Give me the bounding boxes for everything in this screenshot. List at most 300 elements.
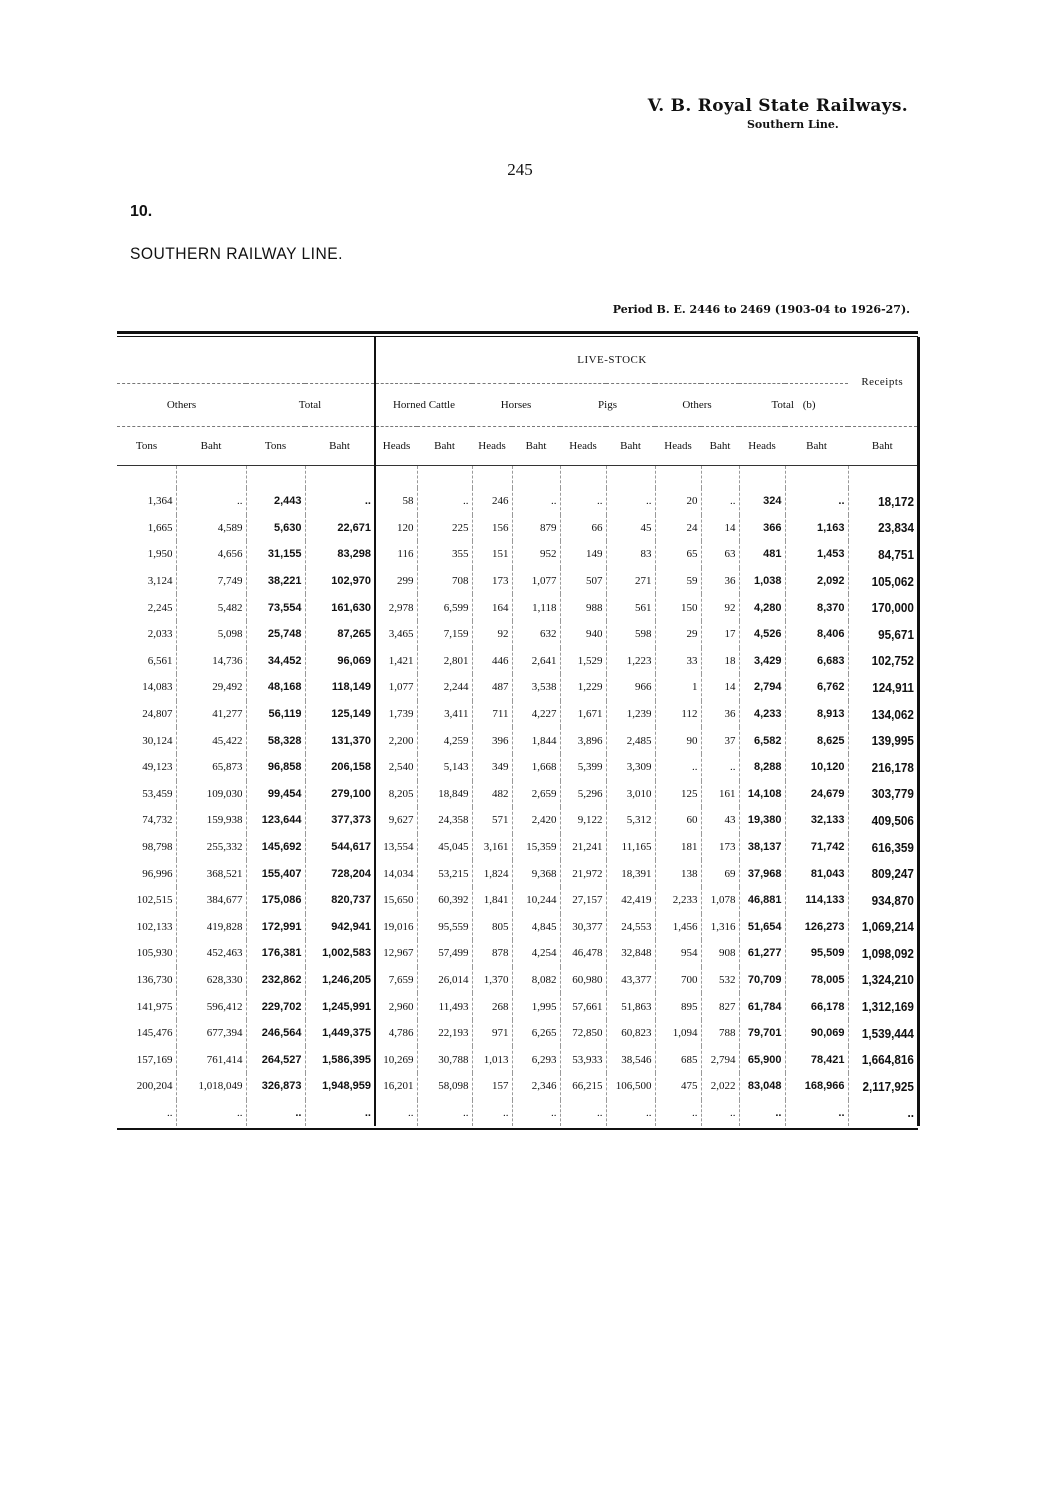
table-cell: 151 (472, 541, 512, 568)
table-cell: 9,122 (560, 807, 606, 834)
table-cell: 53,459 (117, 781, 176, 808)
table-cell: 57,661 (560, 993, 606, 1020)
table-cell: 61,277 (739, 940, 785, 967)
table-cell: 37,968 (739, 860, 785, 887)
table-cell: .. (655, 1100, 701, 1127)
table-cell: 4,786 (375, 1020, 417, 1047)
table-cell: .. (739, 1100, 785, 1127)
table-cell: 419,828 (176, 914, 246, 941)
table-cell: 954 (655, 940, 701, 967)
table-cell: 71,742 (785, 834, 848, 861)
table-cell: 24,553 (606, 914, 655, 941)
table-cell: 3,124 (117, 568, 176, 595)
table-cell: 145,476 (117, 1020, 176, 1047)
table-cell: 4,280 (739, 594, 785, 621)
table-cell: 1,312,169 (855, 993, 918, 1020)
table-cell: 1,456 (655, 914, 701, 941)
table-cell: 105,062 (855, 568, 918, 595)
section-number: 10. (130, 203, 153, 220)
table-cell: 677,394 (176, 1020, 246, 1047)
table-cell: .. (117, 1100, 176, 1127)
table-cell: 72,850 (560, 1020, 606, 1047)
table-cell: 9,627 (375, 807, 417, 834)
statistics-table (117, 337, 920, 1126)
table-cell: 8,082 (512, 967, 560, 994)
page-number: 245 (507, 160, 533, 179)
table-cell: 952 (512, 541, 560, 568)
table-cell: 7,159 (417, 621, 472, 648)
unit-header: Heads (472, 427, 512, 466)
table-cell: 2,801 (417, 648, 472, 675)
table-cell: 181 (655, 834, 701, 861)
table-cell: 51,654 (739, 914, 785, 941)
table-cell: 69 (701, 860, 739, 887)
table-cell: 66 (560, 515, 606, 542)
table-cell: 65,873 (176, 754, 246, 781)
table-cell: .. (375, 1100, 417, 1127)
table-cell: 475 (655, 1073, 701, 1100)
table-cell: 87,265 (305, 621, 375, 648)
table-cell: 1,316 (701, 914, 739, 941)
table-row (117, 940, 918, 967)
unit-header: Baht (785, 427, 848, 466)
table-cell: .. (305, 488, 375, 515)
table-cell: 805 (472, 914, 512, 941)
table-cell: 48,168 (246, 674, 305, 701)
table-row (117, 807, 918, 834)
receipts-header: Receipts (848, 337, 918, 427)
table-row (117, 488, 918, 515)
table-cell: 53,933 (560, 1046, 606, 1073)
table-cell: 628,330 (176, 967, 246, 994)
unit-header: Baht (512, 427, 560, 466)
table-cell: 1,239 (606, 701, 655, 728)
table-cell: 60,980 (560, 967, 606, 994)
table-cell: .. (785, 488, 848, 515)
table-cell: 37 (701, 727, 739, 754)
table-cell: 92 (701, 594, 739, 621)
spacer-cell (246, 466, 305, 489)
table-cell: 38,221 (246, 568, 305, 595)
table-cell: 1 (655, 674, 701, 701)
table-cell: 59 (655, 568, 701, 595)
table-cell: 409,506 (855, 807, 918, 834)
table-cell: 65,900 (739, 1046, 785, 1073)
table-cell: 1,665 (117, 515, 176, 542)
table-cell: 164 (472, 594, 512, 621)
table-cell: 2,960 (375, 993, 417, 1020)
table-row (117, 781, 918, 808)
table-cell: 95,559 (417, 914, 472, 941)
table-row (117, 541, 918, 568)
table-top-rule (117, 331, 918, 334)
table-row (117, 754, 918, 781)
table-cell: 1,118 (512, 594, 560, 621)
table-cell: 18,391 (606, 860, 655, 887)
table-cell: 99,454 (246, 781, 305, 808)
table-cell: 176,381 (246, 940, 305, 967)
table-cell: .. (701, 1100, 739, 1127)
unit-header: Tons (117, 427, 176, 466)
unit-header: Heads (739, 427, 785, 466)
table-cell: 396 (472, 727, 512, 754)
table-cell: .. (305, 1100, 375, 1127)
table-cell: 17 (701, 621, 739, 648)
table-cell: 2,233 (655, 887, 701, 914)
table-cell: 175,086 (246, 887, 305, 914)
livestock-group-header: LIVE-STOCK (375, 337, 848, 384)
table-cell: 70,709 (739, 967, 785, 994)
table-cell: 2,245 (117, 594, 176, 621)
table-cell: 2,092 (785, 568, 848, 595)
table-cell: 120 (375, 515, 417, 542)
table-cell: 58,328 (246, 727, 305, 754)
table-cell: 2,540 (375, 754, 417, 781)
table-cell: 788 (701, 1020, 739, 1047)
table-row (117, 568, 918, 595)
table-cell: 15,650 (375, 887, 417, 914)
table-cell: 4,526 (739, 621, 785, 648)
running-header-subtitle: Southern Line. (746, 118, 839, 131)
total-group-header: Total (246, 384, 375, 427)
table-cell: 31,155 (246, 541, 305, 568)
table-cell: .. (655, 754, 701, 781)
table-cell: .. (176, 1100, 246, 1127)
table-cell: 74,732 (117, 807, 176, 834)
table-cell: 1,671 (560, 701, 606, 728)
table-cell: 136,730 (117, 967, 176, 994)
table-cell: 5,312 (606, 807, 655, 834)
table-cell: 141,975 (117, 993, 176, 1020)
table-cell: 96,996 (117, 860, 176, 887)
table-cell: 10,244 (512, 887, 560, 914)
table-cell: 2,443 (246, 488, 305, 515)
table-cell: 532 (701, 967, 739, 994)
table-cell: 81,043 (785, 860, 848, 887)
table-row (117, 594, 918, 621)
table-cell: 156 (472, 515, 512, 542)
livestock-total-label: Total (771, 399, 794, 411)
table-cell: 5,143 (417, 754, 472, 781)
table-cell: 271 (606, 568, 655, 595)
table-cell: 32,133 (785, 807, 848, 834)
table-cell: 11,493 (417, 993, 472, 1020)
table-cell: 18 (701, 648, 739, 675)
table-cell: 24,679 (785, 781, 848, 808)
table-cell: 1,370 (472, 967, 512, 994)
table-cell: 46,881 (739, 887, 785, 914)
table-row (117, 648, 918, 675)
table-cell: 1,668 (512, 754, 560, 781)
table-row (117, 967, 918, 994)
table-cell: 761,414 (176, 1046, 246, 1073)
table-cell: 106,500 (606, 1073, 655, 1100)
table-cell: 32,848 (606, 940, 655, 967)
table-bottom-rule (117, 1128, 918, 1130)
table-cell: 366 (739, 515, 785, 542)
table-cell: 22,671 (305, 515, 375, 542)
table-cell: 78,005 (785, 967, 848, 994)
horned-cattle-header: Horned Cattle (375, 384, 472, 427)
table-cell: 172,991 (246, 914, 305, 941)
table-cell: 487 (472, 674, 512, 701)
table-cell: 1,950 (117, 541, 176, 568)
table-cell: 5,098 (176, 621, 246, 648)
table-cell: 966 (606, 674, 655, 701)
table-cell: 6,599 (417, 594, 472, 621)
table-cell: 8,406 (785, 621, 848, 648)
table-cell: 6,293 (512, 1046, 560, 1073)
table-cell: 4,233 (739, 701, 785, 728)
table-cell: 95,671 (855, 621, 918, 648)
header-row-units (117, 427, 918, 466)
table-cell: 1,246,205 (305, 967, 375, 994)
table-row (117, 914, 918, 941)
unit-header: Baht (848, 427, 918, 466)
table-cell: 139,995 (855, 727, 918, 754)
table-cell: 46,478 (560, 940, 606, 967)
table-cell: 49,123 (117, 754, 176, 781)
table-cell: 3,309 (606, 754, 655, 781)
table-cell: 711 (472, 701, 512, 728)
spacer-cell (785, 466, 848, 489)
table-cell: 1,069,214 (855, 914, 918, 941)
table-cell: 377,373 (305, 807, 375, 834)
table-cell: 2,420 (512, 807, 560, 834)
table-cell: 42,419 (606, 887, 655, 914)
table-cell: 126,273 (785, 914, 848, 941)
table-cell: 481 (739, 541, 785, 568)
table-cell: 29 (655, 621, 701, 648)
table-row (117, 887, 918, 914)
table-cell: 66,215 (560, 1073, 606, 1100)
table-cell: 21,241 (560, 834, 606, 861)
table-cell: 65 (655, 541, 701, 568)
table-cell: 78,421 (785, 1046, 848, 1073)
table-cell: 6,683 (785, 648, 848, 675)
table-cell: 145,692 (246, 834, 305, 861)
table-cell: 895 (655, 993, 701, 1020)
table-cell: 1,098,092 (855, 940, 918, 967)
table-cell: 105,930 (117, 940, 176, 967)
table-cell: 10,120 (785, 754, 848, 781)
table-cell: 1,018,049 (176, 1073, 246, 1100)
table-body (117, 466, 918, 1127)
table-cell: 83 (606, 541, 655, 568)
statistics-table-container (117, 331, 918, 1130)
table-cell: 2,200 (375, 727, 417, 754)
table-cell: 27,157 (560, 887, 606, 914)
unit-header: Baht (701, 427, 739, 466)
table-cell: 149 (560, 541, 606, 568)
table-cell: 60,392 (417, 887, 472, 914)
spacer-cell (305, 466, 375, 489)
spacer-cell (560, 466, 606, 489)
table-cell: 90,069 (785, 1020, 848, 1047)
table-cell: 8,913 (785, 701, 848, 728)
table-cell: 279,100 (305, 781, 375, 808)
table-cell: .. (512, 488, 560, 515)
table-cell: 940 (560, 621, 606, 648)
table-cell: 150 (655, 594, 701, 621)
table-cell: 452,463 (176, 940, 246, 967)
table-cell: 43 (701, 807, 739, 834)
table-cell: 60,823 (606, 1020, 655, 1047)
table-cell: 45,422 (176, 727, 246, 754)
table-cell: 161 (701, 781, 739, 808)
table-cell: 38,546 (606, 1046, 655, 1073)
table-cell: 14,736 (176, 648, 246, 675)
table-cell: 3,161 (472, 834, 512, 861)
spacer-row (117, 466, 918, 489)
table-cell: 368,521 (176, 860, 246, 887)
table-cell: 8,205 (375, 781, 417, 808)
spacer-cell (117, 466, 176, 489)
running-header (648, 96, 908, 131)
table-cell: 1,739 (375, 701, 417, 728)
table-cell: 14,083 (117, 674, 176, 701)
table-cell: 4,589 (176, 515, 246, 542)
table-cell: 3,896 (560, 727, 606, 754)
livestock-total-header (739, 384, 848, 427)
header-row-groups (117, 384, 918, 427)
section-title: SOUTHERN RAILWAY LINE. (130, 244, 343, 263)
table-cell: 73,554 (246, 594, 305, 621)
table-cell: 45,045 (417, 834, 472, 861)
table-cell: 7,749 (176, 568, 246, 595)
table-cell: 19,016 (375, 914, 417, 941)
table-cell: 1,844 (512, 727, 560, 754)
table-cell: 66,178 (785, 993, 848, 1020)
table-cell: 112 (655, 701, 701, 728)
running-header-title: V. B. Royal State Railways. (647, 96, 908, 116)
table-cell: 157 (472, 1073, 512, 1100)
table-cell: 25,748 (246, 621, 305, 648)
table-cell: 14,034 (375, 860, 417, 887)
table-cell: 9,368 (512, 860, 560, 887)
table-cell: 123,644 (246, 807, 305, 834)
table-cell: .. (701, 488, 739, 515)
table-cell: 3,429 (739, 648, 785, 675)
table-cell: 598 (606, 621, 655, 648)
table-cell: 38,137 (739, 834, 785, 861)
table-cell: 2,641 (512, 648, 560, 675)
table-cell: 2,244 (417, 674, 472, 701)
table-cell: 1,421 (375, 648, 417, 675)
table-cell: 5,482 (176, 594, 246, 621)
table-cell: 18,172 (855, 488, 918, 515)
table-cell: 700 (655, 967, 701, 994)
table-cell: .. (855, 1100, 918, 1127)
table-row (117, 1073, 918, 1100)
spacer-cell (655, 466, 701, 489)
table-cell: 5,630 (246, 515, 305, 542)
table-cell: 53,215 (417, 860, 472, 887)
table-cell: 26,014 (417, 967, 472, 994)
table-cell: 1,229 (560, 674, 606, 701)
table-row (117, 727, 918, 754)
table-cell: 56,119 (246, 701, 305, 728)
table-cell: .. (701, 754, 739, 781)
table-cell: 58,098 (417, 1073, 472, 1100)
spacer-cell (606, 466, 655, 489)
table-cell: 246 (472, 488, 512, 515)
table-cell: 34,452 (246, 648, 305, 675)
table-cell: 2,117,925 (855, 1073, 918, 1100)
table-cell: 200,204 (117, 1073, 176, 1100)
table-cell: 632 (512, 621, 560, 648)
table-cell: 1,664,816 (855, 1046, 918, 1073)
table-row (117, 860, 918, 887)
table-cell: 23,834 (855, 515, 918, 542)
table-cell: 1,077 (375, 674, 417, 701)
table-cell: .. (560, 488, 606, 515)
table-cell: 92 (472, 621, 512, 648)
table-cell: 685 (655, 1046, 701, 1073)
table-cell: 616,359 (855, 834, 918, 861)
table-row (117, 515, 918, 542)
table-cell: 934,870 (855, 887, 918, 914)
table-cell: 482 (472, 781, 512, 808)
table-cell: 544,617 (305, 834, 375, 861)
table-cell: 507 (560, 568, 606, 595)
table-cell: 10,269 (375, 1046, 417, 1073)
table-cell: 596,412 (176, 993, 246, 1020)
table-cell: 229,702 (246, 993, 305, 1020)
table-cell: 908 (701, 940, 739, 967)
table-cell: 36 (701, 701, 739, 728)
table-cell: 5,399 (560, 754, 606, 781)
table-cell: 95,509 (785, 940, 848, 967)
table-cell: 22,193 (417, 1020, 472, 1047)
spacer-cell (176, 466, 246, 489)
table-cell: 2,659 (512, 781, 560, 808)
table-cell: 6,762 (785, 674, 848, 701)
unit-header: Baht (305, 427, 375, 466)
table-row (117, 1020, 918, 1047)
table-cell: 942,941 (305, 914, 375, 941)
table-cell: 206,158 (305, 754, 375, 781)
table-cell: 131,370 (305, 727, 375, 754)
table-cell: 109,030 (176, 781, 246, 808)
table-cell: 728,204 (305, 860, 375, 887)
table-cell: 83,048 (739, 1073, 785, 1100)
table-cell: 5,296 (560, 781, 606, 808)
table-cell: 1,077 (512, 568, 560, 595)
table-cell: 14 (701, 674, 739, 701)
table-cell: 3,538 (512, 674, 560, 701)
table-cell: 18,849 (417, 781, 472, 808)
table-cell: 3,010 (606, 781, 655, 808)
table-cell: 827 (701, 993, 739, 1020)
table-cell: 1,453 (785, 541, 848, 568)
unit-header: Heads (560, 427, 606, 466)
table-cell: 12,967 (375, 940, 417, 967)
table-cell: 29,492 (176, 674, 246, 701)
table-cell: 173 (472, 568, 512, 595)
table-cell: .. (606, 488, 655, 515)
table-cell: 24 (655, 515, 701, 542)
unit-header: Tons (246, 427, 305, 466)
table-cell: 303,779 (855, 781, 918, 808)
table-cell: 3,465 (375, 621, 417, 648)
table-cell: 1,824 (472, 860, 512, 887)
table-cell: 384,677 (176, 887, 246, 914)
table-cell: 170,000 (855, 594, 918, 621)
table-cell: 879 (512, 515, 560, 542)
spacer-cell (375, 466, 417, 489)
table-cell: 61,784 (739, 993, 785, 1020)
